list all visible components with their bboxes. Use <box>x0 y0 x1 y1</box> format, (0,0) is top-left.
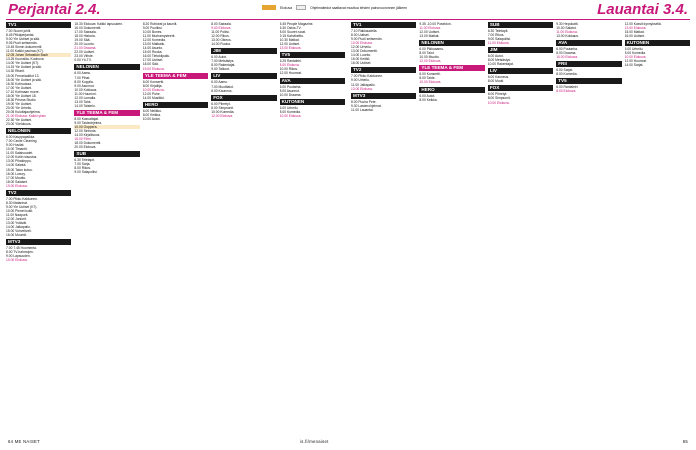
channel-block <box>280 22 345 50</box>
program-entry: 19.00 Yle Uutiset. <box>6 101 32 106</box>
program-entry: 16.00 Uutiset. <box>624 34 645 39</box>
program-entry: 10.00 Elokuva. <box>624 55 647 60</box>
program-entry: 10.00 Pienet kokit. <box>6 208 34 213</box>
program-entry: 6.00 Kauneus. <box>487 75 510 80</box>
program-entry: 18.00 Dokumentti. <box>74 141 102 146</box>
program-entry: 18.00 Sää. <box>142 62 159 67</box>
program-entry: 16.00 Muumit. <box>6 233 27 238</box>
legend-swatch-movie <box>262 5 276 10</box>
program-entry: 13.00 Oikeus. <box>211 38 232 43</box>
program-entry: 14.30 Ritarit. <box>6 69 25 74</box>
program-entry: 6.00 Aamu. <box>211 80 228 85</box>
channel-block <box>556 78 621 93</box>
channel-header: NELONEN <box>6 128 71 134</box>
channel-block <box>556 61 621 76</box>
program-entry: 12.00 Puhe. <box>142 91 161 96</box>
program-entry: 11.00 Kaikki pauhaa (K7). <box>6 49 44 54</box>
program-entry: 5.45 People Magazine. <box>279 22 314 26</box>
program-entry: 10.00 Timantit. <box>6 147 28 152</box>
program-entry: 10.00 Rikos. <box>279 67 298 72</box>
program-entry: 12.00 Uutiset. <box>419 30 440 35</box>
program-entry: 18.30 Prisma Studio <box>6 97 36 102</box>
program-entry: 8.00 Komedia. <box>279 109 301 114</box>
program-entry: 22.30 Yle Uutiset. <box>6 118 32 123</box>
program-entry: 16.00 Yle Uutiset ja sää. <box>6 77 42 82</box>
program-entry: 11.00 Lauantai. <box>351 107 374 112</box>
footer-right: 65 <box>682 439 688 444</box>
channel-block <box>625 40 690 67</box>
program-entry: 7.00 Cecile Cleaning. <box>6 139 38 144</box>
program-entry: 6.00 Autot. <box>487 54 504 59</box>
channel-block <box>280 99 345 118</box>
listing-column <box>211 22 276 435</box>
program-entry: 9.00 Urheilu. <box>351 78 370 83</box>
program-entry: 20.05 Kuluttajaohjelma. <box>6 109 41 114</box>
channel-header: YLE TEEMA & FEM <box>419 65 484 71</box>
program-entry: 8.00 Suuret ruoat. <box>279 30 307 35</box>
channel-block <box>556 40 621 59</box>
program-entry: 13.00 Matkat. <box>419 34 440 39</box>
channel-block <box>625 22 690 38</box>
program-entry: 21.00 Draama. <box>74 46 97 51</box>
channel-block <box>556 22 621 38</box>
program-entry: 22.00 Uutiset. <box>74 50 95 55</box>
program-entry: 10.00 Kokkaus. <box>74 87 98 92</box>
program-entry: 8.20 Rohkeat ja kauniit. <box>142 22 178 26</box>
program-entry: 13.00 Elokuva. <box>351 86 373 91</box>
program-entry: 18.00 Salaiset. <box>6 179 28 184</box>
program-entry: 7.00 Muotitalot. <box>211 84 234 89</box>
program-entry: 12.00 Huumori. <box>624 59 648 64</box>
program-entry: 6.30 Teletapit. <box>74 158 95 163</box>
program-entry: 8.00 Keikka. <box>142 112 161 117</box>
program-entry: 8.00 Kirjailija. <box>142 83 163 88</box>
program-entry: 8.00 Rakentajat. <box>211 63 236 68</box>
page-right <box>348 22 690 435</box>
channel-block <box>488 47 553 66</box>
listing-column <box>419 22 484 435</box>
program-entry: 10.00 Draama. <box>279 92 302 97</box>
program-entry: 14.00 Musiikki. <box>142 95 165 100</box>
program-entry: 9.00 Yle Uutiset (K7). <box>6 204 38 209</box>
program-entry: 12.00 Kasvit kynnyksellä. <box>624 22 662 26</box>
program-entry: 6.00 Kauppapaikka. <box>6 135 36 140</box>
program-entry: 14.15 Yle Uutiset ja sää. <box>6 65 42 70</box>
program-entry: 6.00 Pikkuaamu. <box>419 47 444 52</box>
program-entry: 23.00 Yöelokuva. <box>6 122 32 127</box>
channel-header: HERO <box>143 102 208 108</box>
program-entry: 7.00 Sarja. <box>74 162 91 167</box>
program-entry: 8.00 Metsästys. <box>487 58 511 63</box>
program-entry: 10.00 Elokuva. <box>556 55 579 60</box>
program-entry: 12.00 Elokuva. <box>211 113 234 118</box>
channel-block <box>143 102 208 121</box>
program-entry: 13.00 Ystävät. <box>6 221 28 226</box>
day-title-right: Lauantai 3.4. <box>597 1 688 18</box>
channel-block <box>351 93 416 112</box>
program-entry: 7.00 Pikku Kakkonen. <box>6 196 38 201</box>
program-entry: 20.00 Yle Urheilu. <box>6 105 33 110</box>
program-entry: 8.00 Komedia. <box>556 72 578 77</box>
program-entry: 11.00 Salaisuudet. <box>6 151 34 156</box>
program-entry: 8.00 Uutiset. <box>351 33 370 38</box>
channel-block <box>211 73 276 92</box>
program-entry: 6.00 Konsertti. <box>419 72 441 77</box>
program-entry: 6.00 Aamu. <box>74 71 92 76</box>
channel-block <box>74 110 139 149</box>
legend-label-note: Ohjelmatiedot saattavat muuttua lehden painovuoronnen jälkeen <box>310 5 407 10</box>
channel-block <box>211 48 276 71</box>
channel-block <box>143 73 208 100</box>
program-entry: 6.00 Konsertti. <box>142 79 165 84</box>
channel-block <box>488 85 553 104</box>
program-entry: 18.00 Yle Uutiset 18. <box>6 93 37 98</box>
program-entry: 17.10 Kotimaan murre. <box>6 89 40 94</box>
page-left <box>6 22 348 435</box>
program-entry: 23.00 Viihde. <box>74 54 94 59</box>
channel-block <box>6 239 71 262</box>
program-entry: 8.00 Elokuva. <box>279 63 300 68</box>
program-entry: 20.00 Elokuva. <box>74 145 97 150</box>
listing-column <box>74 22 139 435</box>
program-entry: 16.00 Luxury. <box>6 171 26 176</box>
channel-header: LIV <box>211 73 276 79</box>
listing-column <box>488 22 553 435</box>
program-entry: 14.00 Kirjallisuus. <box>74 133 101 138</box>
program-entry: 8.00 Kuppila. <box>74 79 94 84</box>
program-entry: 12.00 Urheilu. <box>351 45 372 50</box>
program-entry: 9.00 Salapoliisi. <box>487 37 511 42</box>
program-entry: 12.00 Komedia. <box>142 38 166 43</box>
program-entry: 9.30 Hepokatti. <box>556 22 579 26</box>
channel-block <box>280 52 345 75</box>
program-entry: 13.00 Matkailu. <box>142 42 166 47</box>
program-entry: 9.00 Elokuva. <box>211 26 232 31</box>
program-entry: 15.00 Talon kutsu. <box>6 167 33 172</box>
program-entry: 8.00 Talot. <box>419 51 435 56</box>
program-entry: 16.30 Kotiruokaa. <box>6 81 32 86</box>
program-entry: 7.00 7.45 Huomenta. <box>6 246 37 251</box>
channel-block <box>488 22 553 45</box>
program-entry: 12.00 Kotiin sisustus. <box>6 155 38 160</box>
program-entry: 15.00 Ferrariaddiot 13. <box>6 73 40 78</box>
channel-header: JIM <box>488 47 553 53</box>
program-entry: 7.00 Rikos. <box>487 33 505 38</box>
program-entry: 11.00 Murhamysteerit. <box>142 34 176 39</box>
program-entry: 10.00 Elokuva. <box>419 80 442 85</box>
program-entry: 13.00 Elokuva. <box>624 26 647 31</box>
channel-block <box>351 67 416 90</box>
channel-header: YLE TEEMA & FEM <box>143 73 208 79</box>
program-entry: 8.00 Elokuva. <box>556 89 577 94</box>
program-entry: 8.45 Pitkäperjantai. <box>6 33 35 38</box>
program-entry: 13.00 Elokuva. <box>279 46 302 51</box>
channel-header: TV5 <box>556 78 621 84</box>
program-entry: 13.00 Dokumentti. <box>351 49 378 54</box>
program-entry: 8.00 Kasvattajat. <box>74 116 99 121</box>
channel-block <box>143 22 208 71</box>
channel-header: TV5 <box>280 52 345 58</box>
channel-header: FRII <box>556 61 621 67</box>
program-entry: 7.10 Rakkaudella. <box>351 29 378 33</box>
program-entry: 14.00 Jalkapallo. <box>6 225 31 230</box>
channel-header: NELONEN <box>74 64 139 70</box>
channel-header: TV1 <box>351 22 416 28</box>
program-entry: 8.00 Draama. <box>556 51 577 56</box>
channel-block <box>6 190 71 237</box>
listing-column <box>625 22 690 435</box>
program-entry: 10.00 Rakentajat. <box>487 62 514 67</box>
channel-block <box>211 95 276 118</box>
program-entry: 12.00 Uutiset. <box>279 42 300 47</box>
channel-header: FOX <box>211 95 276 101</box>
listing-column <box>6 22 71 435</box>
program-entry: 11.00 Jalkapallo. <box>351 82 376 87</box>
program-entry: 10.00 Salatut. <box>556 26 577 31</box>
program-entry: 8.00 TV-hahmojen. <box>6 250 34 255</box>
channel-block <box>6 22 71 126</box>
program-entry: 12.00 Elokuva. <box>419 59 442 64</box>
program-entry: 17.00 Sairaala. <box>74 30 97 35</box>
program-entry: 6.25 Rantaleiri. <box>279 59 302 64</box>
program-entry: 6.00 Rantaleiri. <box>556 85 579 90</box>
channel-header: KUTONEN <box>280 99 345 105</box>
channel-block <box>488 68 553 83</box>
day-title-left: Perjantai 2.4. <box>8 1 101 18</box>
program-entry: 11.00 Elokuva. <box>419 26 441 31</box>
program-entry: 13.00 Talot. <box>74 99 92 104</box>
program-entry: 9.00 Asunnot. <box>74 83 95 88</box>
program-entry: 20.00 Luonto. <box>74 42 95 47</box>
channel-header: TV2 <box>6 190 71 196</box>
listing-column <box>280 22 345 435</box>
footer-left: 64 ME NAISET <box>8 439 40 444</box>
legend-label-movie: Elokuva <box>280 5 293 10</box>
legend-swatch-note <box>296 5 306 10</box>
channel-header: FOX <box>488 85 553 91</box>
program-entry: 8.30 Iltatarinat. <box>6 200 28 205</box>
program-entry: 11.00 Elokuva. <box>487 41 510 46</box>
program-entry: 6.00 Piirretyt. <box>487 92 508 97</box>
program-entry: 12.00 Juniorit. <box>6 216 27 221</box>
listing-column <box>351 22 416 435</box>
program-entry: 8.00 Simpsonit. <box>211 105 234 110</box>
program-entry: 9.00 Yle Uutiset ja sää. <box>6 37 40 42</box>
program-entry: 15.00 Vohveliveli. <box>6 229 32 234</box>
program-entry: 8.00 Sairaala. <box>211 22 232 26</box>
program-entry: 9.00 Salapoliisi. <box>74 170 98 175</box>
program-entry: 6.30 Ostos-TV. <box>279 26 302 31</box>
program-entry: 14.00 Salatut. <box>6 163 27 168</box>
channel-header: YLE TEEMA & FEM <box>74 110 139 116</box>
program-entry: 10.00 Muutto. <box>419 55 440 60</box>
program-entry: 9.00 Lapsuuden. <box>6 254 31 259</box>
program-entry: 12.05 Johan Sebastian Bach <box>6 53 71 57</box>
program-entry: 12.00 Lomalla. <box>74 95 97 100</box>
program-entry: 10.00 Elokuva. <box>351 41 373 46</box>
footer-center: is.fi/menaiset <box>300 439 329 444</box>
program-entry: 11.00 Poliisi. <box>211 30 230 35</box>
program-entry: 6.00 Puutarha. <box>279 84 302 89</box>
channel-header: TV2 <box>351 67 416 73</box>
program-entry: 9.00 Talkoot. <box>211 67 230 72</box>
channel-header: MTV3 <box>6 239 71 245</box>
program-entry: 8.00 Asunnot. <box>279 88 300 93</box>
program-entry: 13.00 Kokkaus. <box>556 34 579 39</box>
program-entry: 9.00 Puoliksi. <box>142 26 163 31</box>
program-entry: 9.15 Kahvikeitto. <box>279 34 305 39</box>
program-entry: 13.25 Kuunsilta. Kuohuva <box>6 57 44 62</box>
program-entry: 6.30 Teletapit. <box>487 29 509 33</box>
program-entry: 14.00 Ruoka. <box>211 42 231 47</box>
program-entry: 9.00 Taideohjelma. <box>74 120 103 125</box>
legend <box>262 5 407 10</box>
program-entry: 14.00 Asunto. <box>142 46 163 51</box>
channel-header: HERO <box>419 87 484 93</box>
program-entry: 11.00 Huumori. <box>74 91 97 96</box>
channel-header: TV1 <box>6 22 71 28</box>
program-entry: 15.30 Elokuva: Kaikki lapsuuden. <box>74 22 123 26</box>
program-entry: 10.00 Bones. <box>142 30 163 35</box>
program-entry: 14.00 Taistelu. <box>74 103 96 108</box>
program-entry: 8.00 Keikka. <box>419 97 438 102</box>
program-entry: 15.00 Ruoka. <box>142 50 163 55</box>
program-entry: 12.00 Huumori. <box>279 71 303 76</box>
program-entry: 10.30 Matkat. <box>279 38 300 43</box>
program-entry: 13.00 Pihakirppu. <box>6 159 32 164</box>
listing-column <box>556 22 621 435</box>
program-entry: 12.00 Rikos. <box>211 34 230 39</box>
program-entry: 10.00 Elokuva. <box>142 87 165 92</box>
channel-block <box>419 65 484 84</box>
channel-header: MTV3 <box>351 93 416 99</box>
program-entry: 15.00 Matkat. <box>624 30 645 35</box>
program-entry: 8.00 Komedia. <box>624 51 646 56</box>
program-entry: 10.00 Elokuva. <box>6 258 28 263</box>
program-entry: 19.00 Sää. <box>74 38 91 43</box>
program-entry: 9.00 Puoli seitsemän. <box>351 37 383 42</box>
channel-header: AVA <box>556 40 621 46</box>
header-rule <box>6 19 690 20</box>
program-entry: 10.00 Ooppera. <box>74 125 139 129</box>
program-entry: 6.00 Urheilu. <box>279 105 299 110</box>
channel-block <box>74 22 139 62</box>
channel-header: JIM <box>211 48 276 54</box>
channel-block <box>280 78 345 97</box>
program-entry: 8.00 Rikos. <box>74 166 91 171</box>
program-entry: 19.00 Elokuva. <box>6 183 28 188</box>
program-entry: 6.00 Autot. <box>419 93 436 98</box>
channel-block <box>419 40 484 63</box>
program-entry: 14.00 Sarjat. <box>624 63 644 68</box>
channel-header: SUB <box>74 151 139 157</box>
program-entry: 14.00 Luonto. <box>351 53 372 58</box>
program-entry: 15.00 Keittiö. <box>351 57 371 62</box>
channel-header: KUTONEN <box>625 40 690 46</box>
program-entry: 9.00 Huvilat. <box>6 143 25 148</box>
program-entry: 7.00 Metsästys. <box>211 59 235 64</box>
listing-column <box>143 22 208 435</box>
program-entry: 21.00 Elokuva: Kaikki yksin <box>6 113 46 118</box>
channel-header: SUB <box>488 22 553 28</box>
program-entry: 7.00 Suomi juhlii. <box>6 29 32 33</box>
channel-header: NELONEN <box>419 40 484 46</box>
program-entry: 10.00 Autot. <box>142 116 161 121</box>
channel-block <box>419 87 484 102</box>
program-entry: 11.00 Naapurit. <box>6 212 29 217</box>
program-entry: 17.00 Muutto. <box>6 175 27 180</box>
program-entry: 9.30 Lastenohjelmat. <box>351 103 382 108</box>
program-entry: 8.00 Kauneus. <box>211 88 233 93</box>
channel-header: LIV <box>488 68 553 74</box>
program-entry: 9.35 -10.00 Poseidon. <box>419 22 452 26</box>
channel-block <box>6 128 71 188</box>
program-entry: 10.00 Elokuva. <box>487 100 510 105</box>
program-entry: 6.00 Piirretyt. <box>211 101 231 106</box>
program-entry: 16.00 Dokumentit. <box>74 26 102 31</box>
program-entry: 16.00 Uutiset. <box>351 61 372 66</box>
program-entry: 8.00 Muoti. <box>487 79 505 84</box>
program-entry: 19.00 Elokuva. <box>142 66 165 71</box>
program-entry: 17.00 Uutiset. <box>142 58 164 63</box>
program-entry: 17.00 Yle Uutiset. <box>6 85 32 90</box>
header <box>0 0 696 20</box>
program-entry: 16.00 Filmi. <box>74 137 92 142</box>
program-entry: 12.00 Sinfonia. <box>74 129 97 134</box>
program-entry: 6.00 Nelikko. <box>142 108 162 113</box>
program-entry: 8.00 Simpsonit. <box>487 96 511 101</box>
program-entry: 6.00 Sarjat. <box>556 68 574 73</box>
program-entry: 6.00 Urheilu. <box>624 47 644 52</box>
footer <box>0 436 696 450</box>
program-entry: 18.00 Historia. <box>74 34 96 39</box>
program-entry: 9.05 Puoli seitsemän. <box>6 41 38 46</box>
program-entry: 14.00 Yle Uutiset (K7). <box>6 61 40 66</box>
program-entry: 6.00 Puutarha. <box>556 47 578 52</box>
program-entry: 10.00 Komedia. <box>211 109 235 114</box>
program-entry: 7.00 Pikku Kakkonen. <box>351 74 383 79</box>
channel-header: AVA <box>280 78 345 84</box>
channel-block <box>74 151 139 174</box>
channel-block <box>211 22 276 46</box>
program-entry: 10.45 Sinnin dokumentti <box>6 45 42 50</box>
channel-block <box>419 22 484 38</box>
program-entry: 8.00 Taide. <box>419 76 436 81</box>
program-entry: 11.00 Elokuva. <box>556 30 578 35</box>
channel-block <box>351 22 416 65</box>
program-entry: 8.00 Puuha Pete. <box>351 99 377 104</box>
program-entry: 16.00 Tietokilpailu. <box>142 54 171 59</box>
program-entry: 10.00 Elokuva. <box>279 113 302 118</box>
program-entry: 0.00 Yö-TV. <box>74 58 92 63</box>
program-entry: 7.00 Pihat. <box>74 75 91 80</box>
tv-guide-spread <box>6 22 690 435</box>
channel-block <box>74 64 139 107</box>
program-entry: 6.00 Autot. <box>211 55 227 60</box>
